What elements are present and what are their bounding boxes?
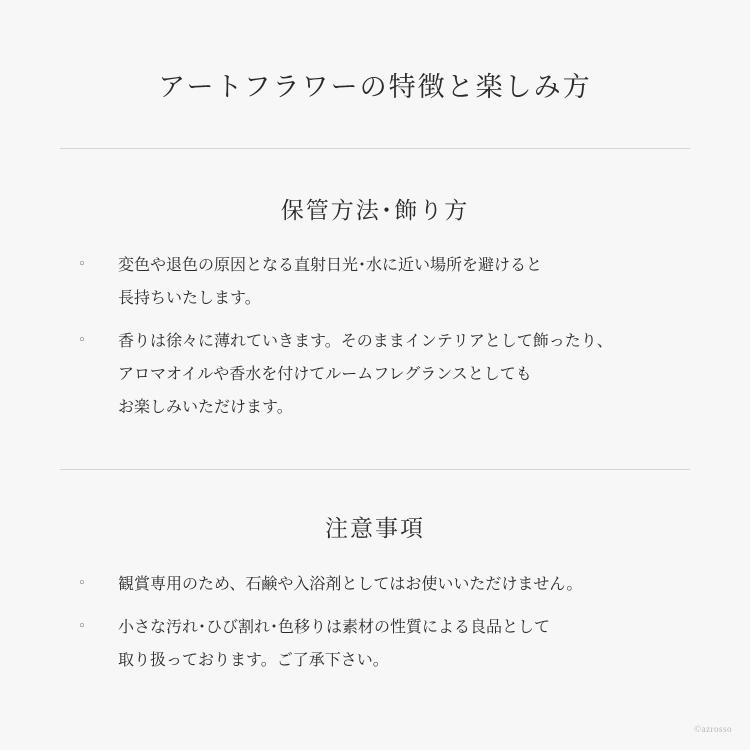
list-item-line: 長持ちいたします。 <box>118 288 261 307</box>
list-item-line: 観賞専用のため、石鹸や入浴剤としてはお使いいただけません。 <box>118 574 583 593</box>
divider-top <box>60 148 690 149</box>
bullet-icon: ◦ <box>78 576 86 591</box>
list-item-line: 香りは徐々に薄れていきます。そのままインテリアとして飾ったり、 <box>118 331 613 350</box>
list-item-line: アロマオイルや香水を付けてルームフレグランスとしても <box>118 364 532 383</box>
copyright-credit: ©azrosso <box>694 724 732 734</box>
notes-list <box>0 567 750 686</box>
list-item <box>0 248 750 314</box>
divider-middle <box>60 469 690 470</box>
bullet-icon: ◦ <box>78 333 86 348</box>
storage-list <box>0 248 750 433</box>
bullet-icon: ◦ <box>78 257 86 272</box>
list-item-line: 取り扱っております。ご了承下さい。 <box>118 650 389 669</box>
section-heading-notes: 注意事項 <box>325 516 425 542</box>
page-title: アートフラワーの特徴と楽しみ方 <box>158 72 592 103</box>
list-item <box>0 324 750 423</box>
bullet-icon: ◦ <box>78 619 86 634</box>
list-item <box>0 567 750 600</box>
list-item-line: 変色や退色の原因となる直射日光･水に近い場所を避けると <box>118 255 543 274</box>
list-item <box>0 610 750 676</box>
section-heading-storage: 保管方法･飾り方 <box>280 198 470 224</box>
list-item-line: 小さな汚れ･ひび割れ･色移りは素材の性質による良品として <box>118 617 551 636</box>
list-item-line: お楽しみいただけます。 <box>118 397 293 416</box>
